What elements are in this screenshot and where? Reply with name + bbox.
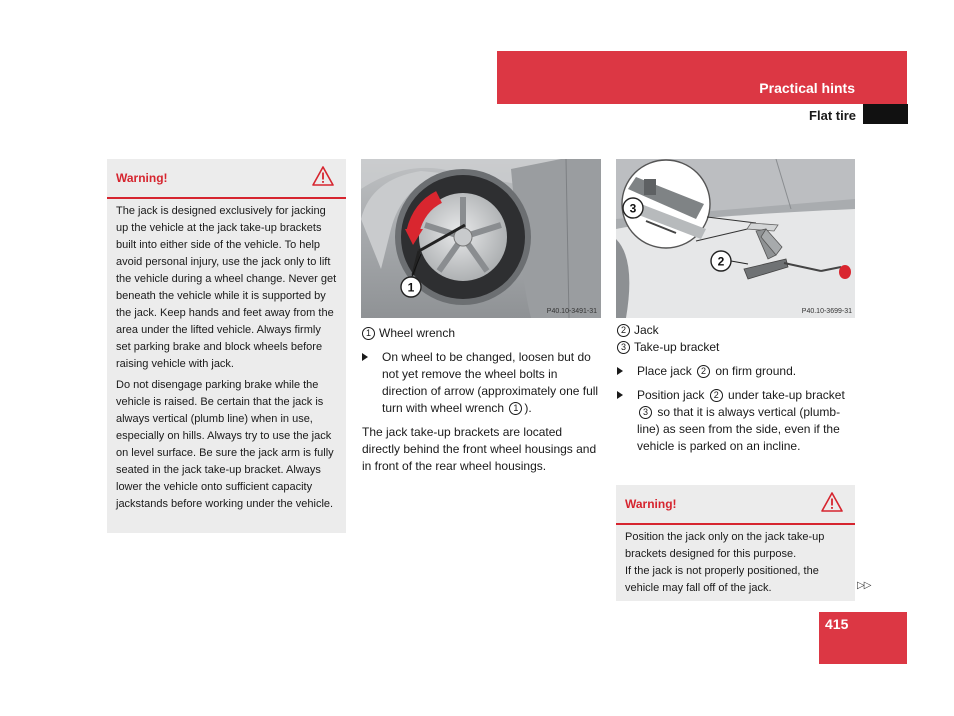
bullet-arrow-icon xyxy=(362,353,368,361)
instruction-step xyxy=(617,363,857,380)
legend-text: Take-up bracket xyxy=(634,340,720,354)
legend-item xyxy=(617,322,857,339)
warning-box-jack-usage xyxy=(107,159,346,533)
warning-line: If the jack is not properly positioned, the vehicle may fall off of the jack. xyxy=(625,565,819,594)
warning-title: Warning! xyxy=(625,497,677,511)
instruction-step xyxy=(617,387,857,455)
page-number: 415 xyxy=(825,616,849,632)
subsection-title: Flat tire xyxy=(809,108,856,123)
wheel-wrench-illustration xyxy=(361,159,601,318)
callout-marker: 1 xyxy=(362,327,375,340)
callout-marker: 3 xyxy=(639,406,652,419)
callout-marker: 2 xyxy=(697,365,710,378)
warning-triangle-icon xyxy=(312,166,334,186)
column-wheel-wrench xyxy=(362,325,602,475)
header-band xyxy=(497,51,907,104)
step-text-end: ). xyxy=(524,401,532,415)
step-text: Place jack xyxy=(637,364,696,378)
warning-header xyxy=(107,159,346,199)
warning-header xyxy=(616,485,855,525)
step-text: Position jack xyxy=(637,388,708,402)
figure-code: P40.10-3491-31 xyxy=(546,308,597,315)
warning-paragraph: Do not disengage parking brake while the vehicle is raised. Be certain that the jack is always vertical (plumb line) when in use, especially on hills. Always try to use the jack on level surface. Be sure the jack arm is fully seated in the jack take-up bracket. Always lower the vehicle onto sufficient capacity jackstands before working under the vehicle. xyxy=(116,379,334,510)
warning-title: Warning! xyxy=(116,171,168,185)
warning-triangle-icon xyxy=(821,492,843,512)
legend-item xyxy=(362,325,602,342)
bullet-arrow-icon xyxy=(617,391,623,399)
warning-line: Position the jack only on the jack take-up brackets designed for this purpose. xyxy=(625,531,825,560)
legend-text: Jack xyxy=(634,323,659,337)
legend-item xyxy=(617,339,857,356)
figure-callout: 3 xyxy=(629,201,637,216)
step-text-mid: under take-up bracket xyxy=(724,388,845,402)
step-text: On wheel to be changed, loosen but do not yet remove the wheel bolts in direction of arrow (approximately one full turn with wheel wrench xyxy=(382,350,599,415)
body-paragraph: The jack take-up brackets are located directly behind the front wheel housings and in front of the rear wheel housings. xyxy=(362,425,597,473)
legend-text: Wheel wrench xyxy=(379,326,456,340)
callout-marker: 2 xyxy=(617,324,630,337)
figure-callout: 2 xyxy=(717,254,725,269)
bullet-arrow-icon xyxy=(617,367,623,375)
jack-placement-illustration xyxy=(616,159,855,318)
callout-marker: 3 xyxy=(617,341,630,354)
section-title: Practical hints xyxy=(759,80,855,96)
callout-marker: 1 xyxy=(509,402,522,415)
warning-box-jack-position xyxy=(616,485,855,601)
instruction-step xyxy=(362,349,602,417)
column-jack xyxy=(617,322,857,455)
callout-marker: 2 xyxy=(710,389,723,402)
step-text-end: on firm ground. xyxy=(712,364,797,378)
figure-code: P40.10-3699-31 xyxy=(801,308,852,315)
continued-marker: ▷▷ xyxy=(857,580,871,591)
figure-callout: 1 xyxy=(407,280,415,295)
subsection-marker xyxy=(863,104,908,124)
step-text-end: so that it is always vertical (plumb-line) as seen from the side, even if the vehicle is parked on an incline. xyxy=(637,405,841,453)
warning-paragraph: The jack is designed exclusively for jacking up the vehicle at the jack take-up brackets built into either side of the vehicle. To help avoid personal injury, use the jack only to lift the vehicle during a wheel change. Never get beneath the vehicle while it is supported by the jack. Keep hands and feet away from the area under the lifted vehicle. Always firmly set parking brake and block wheels before raising vehicle with jack. xyxy=(116,205,337,370)
